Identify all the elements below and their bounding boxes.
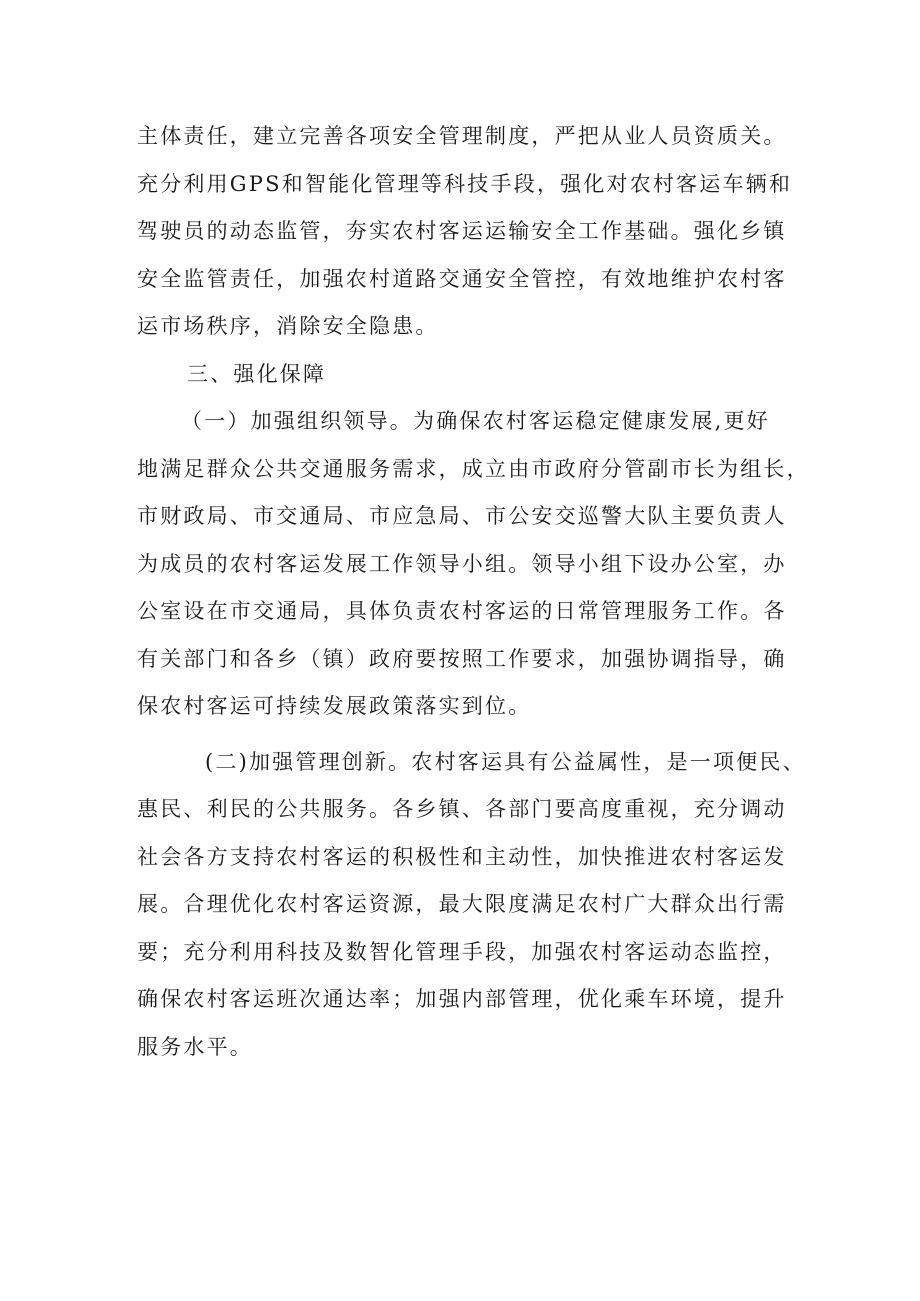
document-body bbox=[137, 113, 810, 1071]
text-line: (二)加强管理创新。农村客运具有公益属性，是一项便民、 bbox=[205, 749, 806, 774]
text-line: 社会各方支持农村客运的积极性和主动性，加快推进农村客运发 bbox=[137, 844, 787, 869]
text-line: 主体责任，建立完善各项安全管理制度，严把从业人员资质关。 bbox=[137, 124, 787, 148]
text-line: 要；充分利用科技及数智化管理手段，加强农村客运动态监控， bbox=[137, 939, 787, 964]
text-line: 运市场秩序，消除安全隐患。 bbox=[137, 314, 439, 338]
paragraph-safety-responsibility bbox=[137, 113, 797, 351]
paragraph-organization-leadership bbox=[137, 398, 810, 731]
section-heading-3 bbox=[137, 351, 797, 399]
text-line: 公室设在市交通局，具体负责农村客运的日常管理服务工作。各 bbox=[137, 599, 787, 623]
heading-text: 三、强化保障 bbox=[187, 361, 327, 386]
text-line: 惠民、利民的公共服务。各乡镇、各部门要高度重视，充分调动 bbox=[137, 797, 787, 821]
text-line: 确保农村客运班次通达率；加强内部管理，优化乘车环境，提升 bbox=[137, 987, 787, 1011]
text-line: 保农村客运可持续发展政策落实到位。 bbox=[137, 694, 532, 718]
text-line: 市财政局、市交通局、市应急局、市公安交巡警大队主要负责人 bbox=[137, 504, 787, 528]
text-line: 为成员的农村客运发展工作领导小组。领导小组下设办公室，办 bbox=[137, 551, 787, 576]
text-line: 安全监管责任，加强农村道路交通安全管控，有效地维护农村客 bbox=[137, 266, 787, 291]
text-line: 驾驶员的动态监管，夯实农村客运运输安全工作基础。强化乡镇 bbox=[137, 219, 787, 243]
text-line: （一）加强组织领导。为确保农村客运稳定健康发展,更好 bbox=[181, 409, 770, 433]
text-line: 充分利用GPS和智能化管理等科技手段，强化对农村客运车辆和 bbox=[137, 171, 793, 196]
text-line: 展。合理优化农村客运资源，最大限度满足农村广大群众出行需 bbox=[137, 892, 787, 916]
text-line: 有关部门和各乡（镇）政府要按照工作要求，加强协调指导，确 bbox=[137, 646, 787, 671]
paragraph-management-innovation bbox=[137, 739, 806, 1072]
text-line: 地满足群众公共交通服务需求，成立由市政府分管副市长为组长， bbox=[137, 456, 810, 481]
paragraph-gap bbox=[137, 731, 797, 739]
text-line: 服务水平。 bbox=[137, 1034, 253, 1059]
